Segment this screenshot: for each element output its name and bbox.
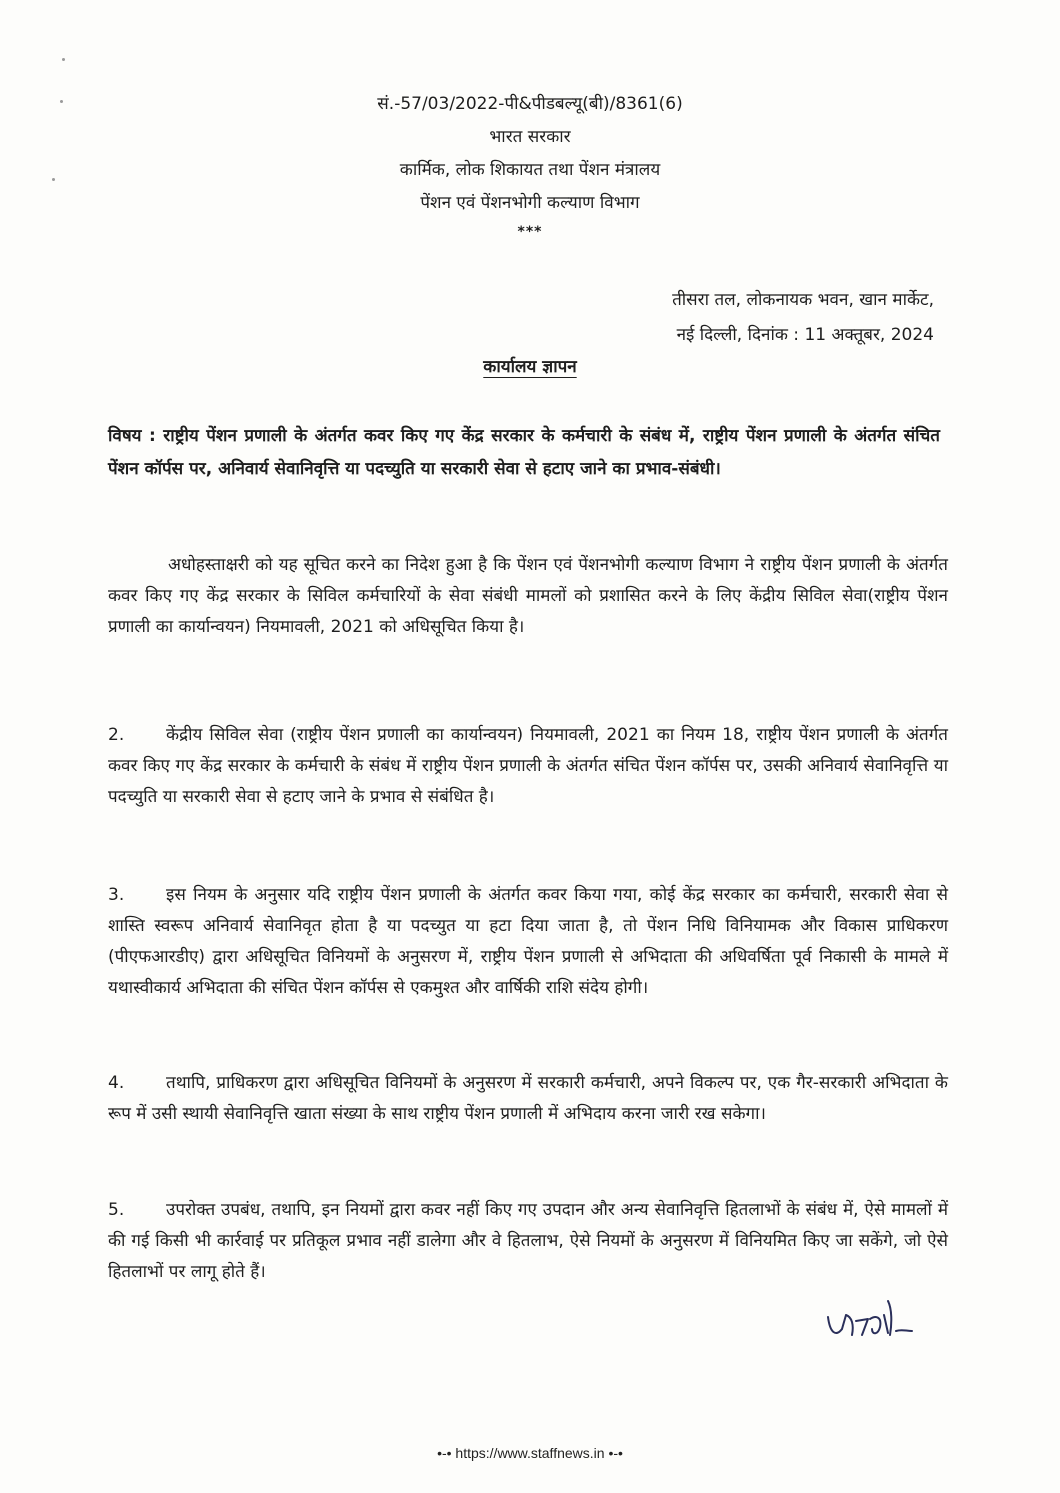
paragraph-text: इस नियम के अनुसार यदि राष्ट्रीय पेंशन प्रणाली के अंतर्गत कवर किया गया, कोई केंद्र सरकार का कर्मचारी, सरकारी सेवा से शास्ति स्वरूप अनिवार्य सेवानिवृत होता है या पदच्युत या हटा दिया जाता है, तो पेंशन निधि विनियामक और विकास प्राधिकरण (पीएफआरडीए) द्वारा अधिसूचित विनियमों के अनुसरण में, राष्ट्रीय पेंशन प्रणाली से अभिदाता की अधिवर्षिता पूर्व निकासी के मामले में यथास्वीकार्य अभिदाता की संचित पेंशन कॉर्पस से एकमुश्त और वार्षिकी राशि संदेय होगी। [108,885,948,998]
paragraph-4 [108,1068,948,1130]
department-name: पेंशन एवं पेंशनभोगी कल्याण विभाग [420,193,640,213]
paragraph-5 [108,1195,948,1288]
paragraph-3 [108,880,948,1004]
separator-stars: *** [517,224,543,240]
address-line-1: तीसरा तल, लोकनायक भवन, खान मार्केट, [672,290,934,310]
scan-speck [60,100,63,103]
paragraph-number: 2. [108,725,125,745]
paragraph-text: उपरोक्त उपबंध, तथापि, इन नियमों द्वारा कवर नहीं किए गए उपदान और अन्य सेवानिवृत्ति हितलाभों के संबंध में, ऐसे मामलों में की गई किसी भी कार्रवाई पर प्रतिकूल प्रभाव नहीं डालेगा और वे हितलाभ, ऐसे नियमों के अनुसरण में विनियमित किए जा सकेंगे, जो ऐसे हितलाभों पर लागू होते हैं। [108,1200,948,1282]
handwritten-continued-mark [822,1295,932,1345]
paragraph-number: 4. [108,1073,125,1093]
paragraph-text: तथापि, प्राधिकरण द्वारा अधिसूचित विनियमों के अनुसरण में सरकारी कर्मचारी, अपने विकल्प पर, एक गैर-सरकारी अभिदाता के रूप में उसी स्थायी सेवानिवृत्ति खाता संख्या के साथ राष्ट्रीय पेंशन प्रणाली में अभिदाय करना जारी रख सकेगा। [108,1073,948,1124]
paragraph-number: 5. [108,1200,125,1220]
subject: विषय : राष्ट्रीय पेंशन प्रणाली के अंतर्गत कवर किए गए केंद्र सरकार के कर्मचारी के संबंध में, राष्ट्रीय पेंशन प्रणाली के अंतर्गत संचित पेंशन कॉर्पस पर, अनिवार्य सेवानिवृत्ति या पदच्युति या सरकारी सेवा से हटाए जाने का प्रभाव-संबंधी। [108,426,940,479]
paragraph-number: 3. [108,885,125,905]
paragraph-text: अधोहस्ताक्षरी को यह सूचित करने का निदेश हुआ है कि पेंशन एवं पेंशनभोगी कल्याण विभाग ने राष्ट्रीय पेंशन प्रणाली के अंतर्गत कवर किए गए केंद्र सरकार के सिविल कर्मचारियों के सेवा संबंधी मामलों को प्रशासित करने के लिए केंद्रीय सिविल सेवा(राष्ट्रीय पेंशन प्रणाली का कार्यान्वयन) नियमावली, 2021 को अधिसूचित किया है। [108,555,948,637]
reference-number: सं.-57/03/2022-पी&पीडबल्यू(बी)/8361(6) [377,94,683,114]
document-header [230,88,830,244]
scan-speck [62,58,65,61]
footer-url[interactable]: •-• https://www.staffnews.in •-• [437,1445,623,1461]
government-name: भारत सरकार [489,127,571,147]
office-address [672,283,934,353]
memo-title: कार्यालय ज्ञापन [483,357,577,377]
address-date-line: नई दिल्ली, दिनांक : 11 अक्तूबर, 2024 [676,325,934,345]
paragraph-1 [108,550,948,643]
scan-speck [52,178,55,181]
handwriting-stroke [828,1301,912,1335]
ministry-name: कार्मिक, लोक शिकायत तथा पेंशन मंत्रालय [399,160,661,180]
paragraph-text: केंद्रीय सिविल सेवा (राष्ट्रीय पेंशन प्रणाली का कार्यान्वयन) नियमावली, 2021 का नियम 18, राष्ट्रीय पेंशन प्रणाली के अंतर्गत कवर किए गए केंद्र सरकार के कर्मचारी के संबंध में राष्ट्रीय पेंशन प्रणाली के अंतर्गत संचित पेंशन कॉर्पस पर, उसकी अनिवार्य सेवानिवृत्ति या पदच्युति या सरकारी सेवा से हटाए जाने के प्रभाव से संबंधित है। [108,725,948,807]
paragraph-2 [108,720,948,813]
